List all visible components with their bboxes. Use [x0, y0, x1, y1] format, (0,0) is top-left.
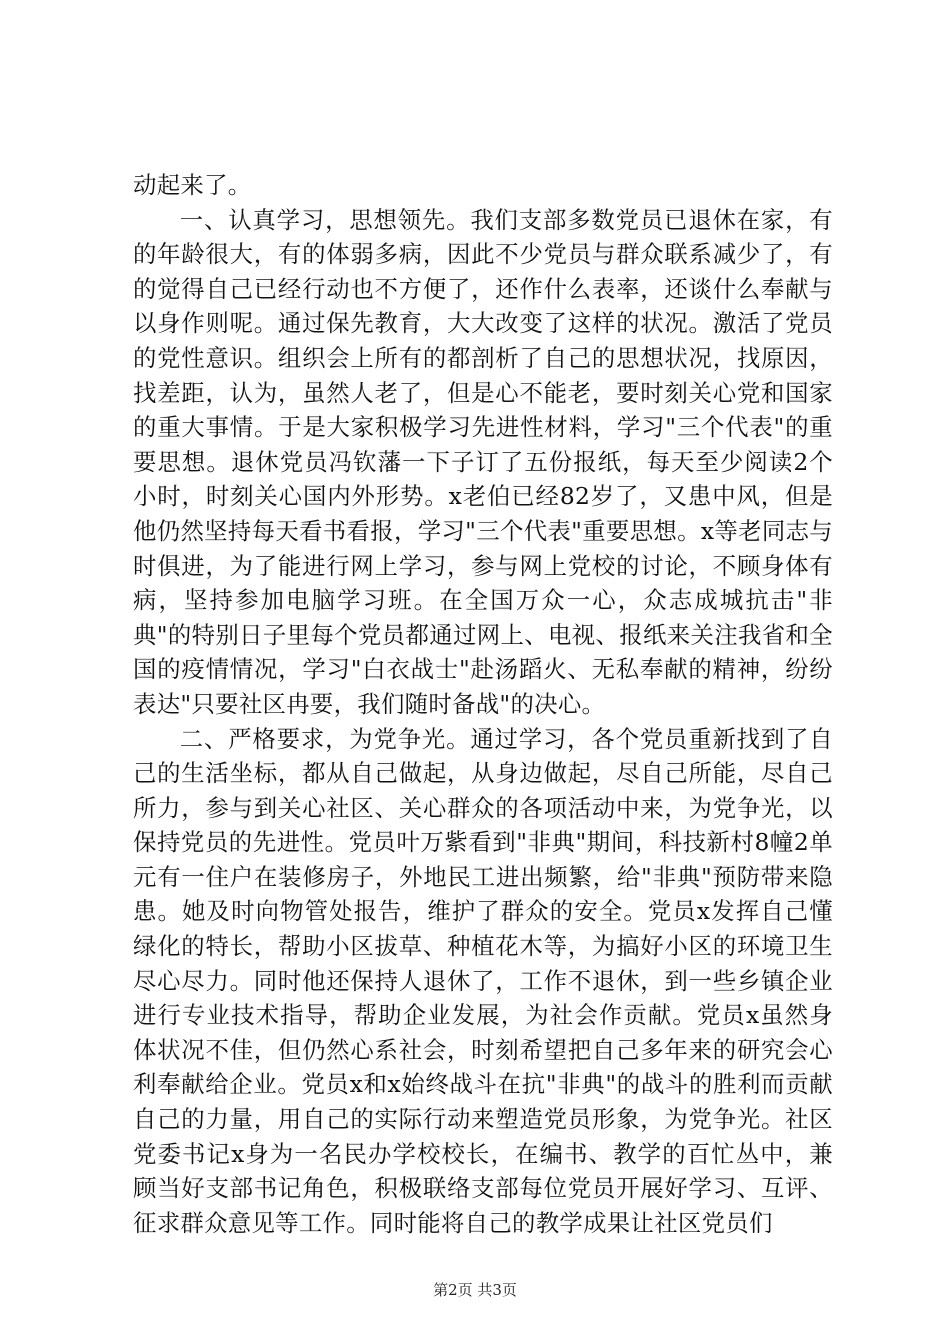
- document-body: [133, 168, 833, 1240]
- paragraph-section-one: 一、认真学习，思想领先。我们支部多数党员已退休在家，有的年龄很大，有的体弱多病，因此不少党员与群众联系减少了，有的觉得自己已经行动也不方便了，还作什么表率，还谈什么奉献与以身作则呢。通过保先教育，大大改变了这样的状况。激活了党员的党性意识。组织会上所有的都剖析了自己的思想状况，找原因，找差距，认为，虽然人老了，但是心不能老，要时刻关心党和国家的重大事情。于是大家积极学习先进性材料，学习"三个代表"的重要思想。退休党员冯钦藩一下子订了五份报纸，每天至少阅读2个小时，时刻关心国内外形势。x老伯已经82岁了，又患中风，但是他仍然坚持每天看书看报，学习"三个代表"重要思想。x等老同志与时俱进，为了能进行网上学习，参与网上党校的讨论，不顾身体有病，坚持参加电脑学习班。在全国万众一心，众志成城抗击"非典"的特别日子里每个党员都通过网上、电视、报纸来关注我省和全国的疫情情况，学习"白衣战士"赴汤蹈火、无私奉献的精神，纷纷表达"只要社区冉要，我们随时备战"的决心。: [133, 205, 833, 718]
- page-number-footer: 第2页 共3页: [433, 1281, 517, 1299]
- paragraph-continuation: 动起来了。: [133, 171, 252, 199]
- paragraph-section-two: 二、严格要求，为党争光。通过学习，各个党员重新找到了自己的生活坐标，都从自己做起，从身边做起，尽自己所能，尽自己所力，参与到关心社区、关心群众的各项活动中来，为党争光，以保持党员的先进性。党员叶万紫看到"非典"期间，科技新村8幢2单元有一住户在装修房子，外地民工进出频繁，给"非典"预防带来隐患。她及时向物管处报告，维护了群众的安全。党员x发挥自己懂绿化的特长，帮助小区拔草、种植花木等，为搞好小区的环境卫生尽心尽力。同时他还保持人退休了，工作不退休，到一些乡镇企业进行专业技术指导，帮助企业发展，为社会作贡献。党员x虽然身体状况不佳，但仍然心系社会，时刻希望把自己多年来的研究会心利奉献给企业。党员x和x始终战斗在抗"非典"的战斗的胜利而贡献自己的力量，用自己的实际行动来塑造党员形象，为党争光。社区党委书记x身为一名民办学校校长，在编书、教学的百忙丛中，兼顾当好支部书记角色，积极联络支部每位党员开展好学习、互评、征求群众意见等工作。同时能将自己的教学成果让社区党员们: [133, 724, 833, 1237]
